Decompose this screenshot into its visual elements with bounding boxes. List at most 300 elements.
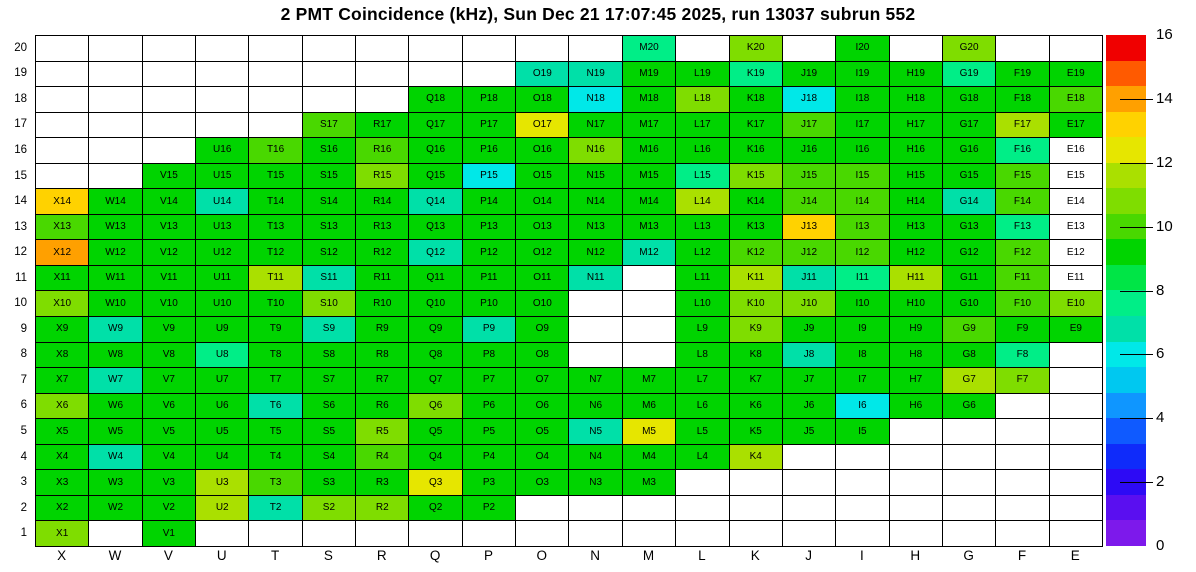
heatmap-cell: R16 — [356, 138, 409, 164]
heatmap-cell: G19 — [943, 62, 996, 88]
heatmap-cell — [36, 36, 89, 62]
heatmap-cell: H16 — [890, 138, 943, 164]
row-label: 16 — [14, 143, 27, 156]
heatmap-cell: P16 — [463, 138, 516, 164]
heatmap-cell: F14 — [996, 189, 1049, 215]
column-label: U — [216, 548, 227, 563]
heatmap-cell: X5 — [36, 419, 89, 445]
heatmap-cell: P7 — [463, 368, 516, 394]
row-label: 7 — [20, 373, 27, 386]
heatmap-cell: T12 — [249, 240, 302, 266]
heatmap-cell: I13 — [836, 215, 889, 241]
heatmap-cell: Q13 — [409, 215, 462, 241]
heatmap-cell — [836, 496, 889, 522]
heatmap-cell: E15 — [1050, 164, 1103, 190]
heatmap-cell: J18 — [783, 87, 836, 113]
heatmap-cell: U4 — [196, 445, 249, 471]
heatmap-cell: V13 — [143, 215, 196, 241]
heatmap-cell — [89, 36, 142, 62]
heatmap-cell: F9 — [996, 317, 1049, 343]
colorbar-band — [1106, 112, 1146, 138]
heatmap-cell: K10 — [730, 291, 783, 317]
heatmap-cell: M16 — [623, 138, 676, 164]
colorbar-band — [1106, 61, 1146, 87]
heatmap-cell — [89, 113, 142, 139]
heatmap-cell: Q4 — [409, 445, 462, 471]
heatmap-cell — [730, 496, 783, 522]
heatmap-cell: Q11 — [409, 266, 462, 292]
heatmap-cell: O17 — [516, 113, 569, 139]
heatmap-cell — [569, 36, 622, 62]
heatmap-cell: K13 — [730, 215, 783, 241]
heatmap-cell: S8 — [303, 343, 356, 369]
colorbar-tick-label: 10 — [1156, 217, 1173, 235]
heatmap-cell — [569, 343, 622, 369]
heatmap-cell — [783, 445, 836, 471]
column-label: R — [376, 548, 387, 563]
heatmap-cell — [836, 470, 889, 496]
colorbar-tick-label: 12 — [1156, 153, 1173, 171]
colorbar-band — [1106, 188, 1146, 214]
heatmap-cell — [1050, 496, 1103, 522]
heatmap-cell: V8 — [143, 343, 196, 369]
heatmap-cell: G12 — [943, 240, 996, 266]
heatmap-cell: S13 — [303, 215, 356, 241]
heatmap-cell: T14 — [249, 189, 302, 215]
colorbar-band — [1106, 35, 1146, 61]
heatmap-cell: H6 — [890, 394, 943, 420]
heatmap-cell: G11 — [943, 266, 996, 292]
heatmap-cell: S12 — [303, 240, 356, 266]
heatmap-cell: J10 — [783, 291, 836, 317]
heatmap-cell: O10 — [516, 291, 569, 317]
heatmap-cell: P8 — [463, 343, 516, 369]
heatmap-cell: H9 — [890, 317, 943, 343]
heatmap-cell — [303, 36, 356, 62]
heatmap-cell: V14 — [143, 189, 196, 215]
heatmap-cell — [36, 87, 89, 113]
colorbar-tick-label: 6 — [1156, 345, 1165, 363]
heatmap-cell: T15 — [249, 164, 302, 190]
heatmap-cell — [676, 36, 729, 62]
heatmap-cell — [36, 164, 89, 190]
heatmap-cell: O13 — [516, 215, 569, 241]
heatmap-cell: X10 — [36, 291, 89, 317]
heatmap-cell: I10 — [836, 291, 889, 317]
heatmap-cell: G9 — [943, 317, 996, 343]
heatmap-cell: F12 — [996, 240, 1049, 266]
heatmap-cell: R9 — [356, 317, 409, 343]
heatmap-cell: R13 — [356, 215, 409, 241]
heatmap-cell: L8 — [676, 343, 729, 369]
heatmap-cell: J5 — [783, 419, 836, 445]
heatmap-cell — [1050, 419, 1103, 445]
heatmap-cell: G16 — [943, 138, 996, 164]
heatmap-cell: J13 — [783, 215, 836, 241]
heatmap-cell — [303, 87, 356, 113]
colorbar-band — [1106, 316, 1146, 342]
column-label: L — [698, 548, 706, 563]
heatmap-cell: I16 — [836, 138, 889, 164]
heatmap-cell: R3 — [356, 470, 409, 496]
heatmap-cell — [196, 36, 249, 62]
heatmap-cell: K15 — [730, 164, 783, 190]
heatmap-cell: I9 — [836, 317, 889, 343]
heatmap-cell: G13 — [943, 215, 996, 241]
heatmap-cell — [730, 470, 783, 496]
row-label: 1 — [20, 527, 27, 540]
heatmap-cell — [996, 394, 1049, 420]
heatmap-cell — [36, 138, 89, 164]
colorbar-tick-label: 8 — [1156, 281, 1165, 299]
heatmap-cell: S2 — [303, 496, 356, 522]
heatmap-cell — [890, 419, 943, 445]
heatmap-cell — [676, 470, 729, 496]
heatmap-cell: V5 — [143, 419, 196, 445]
heatmap-cell: Q6 — [409, 394, 462, 420]
heatmap-cell: Q14 — [409, 189, 462, 215]
heatmap-cell: P18 — [463, 87, 516, 113]
row-label: 2 — [20, 501, 27, 514]
heatmap-cell: X14 — [36, 189, 89, 215]
heatmap-cell: N17 — [569, 113, 622, 139]
heatmap-cell: V3 — [143, 470, 196, 496]
heatmap-cell: G17 — [943, 113, 996, 139]
heatmap-cell: N3 — [569, 470, 622, 496]
heatmap-cell: Q16 — [409, 138, 462, 164]
heatmap-cell: R2 — [356, 496, 409, 522]
heatmap-cell: E14 — [1050, 189, 1103, 215]
column-label: W — [108, 548, 122, 563]
heatmap-cell: Q17 — [409, 113, 462, 139]
heatmap-cell: J15 — [783, 164, 836, 190]
column-label: H — [910, 548, 921, 563]
heatmap-cell: Q10 — [409, 291, 462, 317]
heatmap-cell — [836, 521, 889, 547]
heatmap-cell: M18 — [623, 87, 676, 113]
heatmap-cell — [623, 343, 676, 369]
heatmap-cell — [623, 291, 676, 317]
heatmap-cell: I11 — [836, 266, 889, 292]
heatmap-cell: I8 — [836, 343, 889, 369]
heatmap-cell: K17 — [730, 113, 783, 139]
heatmap-cell: T11 — [249, 266, 302, 292]
row-label: 6 — [20, 399, 27, 412]
colorbar-band — [1106, 163, 1146, 189]
heatmap-cell — [1050, 368, 1103, 394]
column-label: K — [750, 548, 760, 563]
heatmap-cell: O16 — [516, 138, 569, 164]
heatmap-cell: I12 — [836, 240, 889, 266]
heatmap-cell: N19 — [569, 62, 622, 88]
heatmap-cell: T10 — [249, 291, 302, 317]
heatmap-cell: P6 — [463, 394, 516, 420]
heatmap-cell: S7 — [303, 368, 356, 394]
heatmap-cell: L10 — [676, 291, 729, 317]
column-label: F — [1017, 548, 1027, 563]
heatmap-cell: P14 — [463, 189, 516, 215]
heatmap-cell: Q15 — [409, 164, 462, 190]
heatmap-cell: H14 — [890, 189, 943, 215]
heatmap-cell: M20 — [623, 36, 676, 62]
colorbar-band — [1106, 418, 1146, 444]
heatmap-cell: I19 — [836, 62, 889, 88]
heatmap-cell: G18 — [943, 87, 996, 113]
heatmap-cell — [890, 36, 943, 62]
heatmap-cell: Q2 — [409, 496, 462, 522]
heatmap-cell: R12 — [356, 240, 409, 266]
heatmap-cell: K5 — [730, 419, 783, 445]
colorbar-band — [1106, 520, 1146, 546]
heatmap-cell: I5 — [836, 419, 889, 445]
heatmap-cell — [943, 496, 996, 522]
row-label: 8 — [20, 348, 27, 361]
heatmap-cell — [783, 36, 836, 62]
heatmap-cell: Q7 — [409, 368, 462, 394]
heatmap-cell: S14 — [303, 189, 356, 215]
heatmap-cell: I18 — [836, 87, 889, 113]
colorbar-tick — [1120, 99, 1153, 100]
heatmap-cell: L16 — [676, 138, 729, 164]
heatmap-cell: F16 — [996, 138, 1049, 164]
heatmap-cell — [516, 496, 569, 522]
heatmap-cell: N6 — [569, 394, 622, 420]
heatmap-cell: J6 — [783, 394, 836, 420]
heatmap-cell: K9 — [730, 317, 783, 343]
heatmap-cell: U2 — [196, 496, 249, 522]
heatmap-cell: U9 — [196, 317, 249, 343]
heatmap-cell — [996, 419, 1049, 445]
heatmap-cell: G6 — [943, 394, 996, 420]
heatmap-cell: X12 — [36, 240, 89, 266]
row-label: 13 — [14, 220, 27, 233]
heatmap-cell: K14 — [730, 189, 783, 215]
heatmap-cell: P17 — [463, 113, 516, 139]
heatmap-cell: N16 — [569, 138, 622, 164]
heatmap-cell — [516, 36, 569, 62]
heatmap-cell — [89, 521, 142, 547]
heatmap-cell — [623, 496, 676, 522]
heatmap-cell — [356, 87, 409, 113]
heatmap-cell: F18 — [996, 87, 1049, 113]
heatmap-cell: R4 — [356, 445, 409, 471]
heatmap-cell: I14 — [836, 189, 889, 215]
heatmap-cell: L5 — [676, 419, 729, 445]
heatmap-cell — [890, 445, 943, 471]
heatmap-cell — [943, 445, 996, 471]
heatmap-cell: E10 — [1050, 291, 1103, 317]
heatmap-cell: X4 — [36, 445, 89, 471]
heatmap-cell: J11 — [783, 266, 836, 292]
colorbar-tick-label: 2 — [1156, 473, 1165, 491]
heatmap-cell: J7 — [783, 368, 836, 394]
heatmap-cell: S15 — [303, 164, 356, 190]
heatmap-cell: F17 — [996, 113, 1049, 139]
heatmap-cell — [1050, 521, 1103, 547]
heatmap-cell: E18 — [1050, 87, 1103, 113]
heatmap-cell: U6 — [196, 394, 249, 420]
heatmap-cell — [249, 87, 302, 113]
heatmap-cell: H15 — [890, 164, 943, 190]
x-axis-column-labels — [35, 546, 1102, 566]
heatmap-cell: X6 — [36, 394, 89, 420]
heatmap-cell: U15 — [196, 164, 249, 190]
heatmap-cell: L18 — [676, 87, 729, 113]
heatmap-cell: N5 — [569, 419, 622, 445]
heatmap-cell: O7 — [516, 368, 569, 394]
heatmap-cell: E17 — [1050, 113, 1103, 139]
heatmap-cell: F11 — [996, 266, 1049, 292]
heatmap-cell: S17 — [303, 113, 356, 139]
colorbar-band — [1106, 393, 1146, 419]
heatmap-cell: W14 — [89, 189, 142, 215]
column-label: Q — [429, 548, 441, 563]
colorbar-tick-label: 16 — [1156, 26, 1173, 43]
heatmap-cell: T9 — [249, 317, 302, 343]
heatmap-cell: L4 — [676, 445, 729, 471]
colorbar-band — [1106, 265, 1146, 291]
row-label: 14 — [14, 195, 27, 208]
heatmap-cell: H17 — [890, 113, 943, 139]
heatmap-cell: I17 — [836, 113, 889, 139]
heatmap-cell — [143, 36, 196, 62]
heatmap-cell: G8 — [943, 343, 996, 369]
heatmap-cell — [356, 36, 409, 62]
heatmap-cell — [996, 470, 1049, 496]
heatmap-cell: P9 — [463, 317, 516, 343]
heatmap-cell: K20 — [730, 36, 783, 62]
heatmap-cell: S4 — [303, 445, 356, 471]
chart-title: 2 PMT Coincidence (kHz), Sun Dec 21 17:07:45 2025, run 13037 subrun 552 — [280, 4, 916, 24]
heatmap-cell: U10 — [196, 291, 249, 317]
heatmap-cell — [1050, 445, 1103, 471]
heatmap-cell: Q3 — [409, 470, 462, 496]
heatmap-cell: L9 — [676, 317, 729, 343]
heatmap-cell: F13 — [996, 215, 1049, 241]
colorbar-band — [1106, 444, 1146, 470]
heatmap-cell: U16 — [196, 138, 249, 164]
heatmap-cell: W12 — [89, 240, 142, 266]
heatmap-cell — [890, 496, 943, 522]
heatmap-cell — [303, 62, 356, 88]
colorbar-band — [1106, 239, 1146, 265]
heatmap-cell — [303, 521, 356, 547]
heatmap-cell: M4 — [623, 445, 676, 471]
heatmap-cell — [409, 36, 462, 62]
heatmap-cell: L15 — [676, 164, 729, 190]
heatmap-cell — [196, 113, 249, 139]
heatmap-cell — [36, 113, 89, 139]
heatmap-cell: J14 — [783, 189, 836, 215]
heatmap-cell: M7 — [623, 368, 676, 394]
heatmap-cell — [890, 521, 943, 547]
heatmap-cell: O9 — [516, 317, 569, 343]
heatmap-cell: T7 — [249, 368, 302, 394]
heatmap-cell — [463, 62, 516, 88]
heatmap-cell: G15 — [943, 164, 996, 190]
heatmap-cell: E16 — [1050, 138, 1103, 164]
heatmap-cell: Q18 — [409, 87, 462, 113]
heatmap-cell: H19 — [890, 62, 943, 88]
heatmap-cell: K12 — [730, 240, 783, 266]
heatmap-cell: X2 — [36, 496, 89, 522]
heatmap-cell: M15 — [623, 164, 676, 190]
heatmap-cell: M17 — [623, 113, 676, 139]
heatmap-cell — [623, 266, 676, 292]
heatmap-cell: O6 — [516, 394, 569, 420]
heatmap-cell — [569, 291, 622, 317]
column-label: M — [642, 548, 655, 563]
heatmap-cell: E12 — [1050, 240, 1103, 266]
heatmap-cell: P15 — [463, 164, 516, 190]
heatmap-cell — [196, 521, 249, 547]
heatmap-cell: R11 — [356, 266, 409, 292]
heatmap-cell: W4 — [89, 445, 142, 471]
heatmap-cell: H8 — [890, 343, 943, 369]
heatmap-cell: L12 — [676, 240, 729, 266]
column-label: X — [57, 548, 67, 563]
heatmap-cell: T2 — [249, 496, 302, 522]
heatmap-cell — [36, 62, 89, 88]
colorbar-tick — [1120, 227, 1153, 228]
heatmap-cell — [943, 470, 996, 496]
heatmap-cell: F8 — [996, 343, 1049, 369]
heatmap-cell: N4 — [569, 445, 622, 471]
heatmap-cell: G7 — [943, 368, 996, 394]
heatmap-cell: K8 — [730, 343, 783, 369]
heatmap-cell: T8 — [249, 343, 302, 369]
heatmap-cell: E13 — [1050, 215, 1103, 241]
row-label: 19 — [14, 67, 27, 80]
heatmap-cell: W11 — [89, 266, 142, 292]
heatmap-cell — [249, 113, 302, 139]
colorbar-band — [1106, 495, 1146, 521]
colorbar-tick — [1120, 163, 1153, 164]
heatmap-cell — [943, 419, 996, 445]
heatmap-cell: N13 — [569, 215, 622, 241]
heatmap-cell: G14 — [943, 189, 996, 215]
heatmap-cell: V7 — [143, 368, 196, 394]
heatmap-cell: L11 — [676, 266, 729, 292]
heatmap-cell: T6 — [249, 394, 302, 420]
row-label: 3 — [20, 476, 27, 489]
heatmap-cell: H13 — [890, 215, 943, 241]
heatmap-cell — [196, 62, 249, 88]
heatmap-cell: N12 — [569, 240, 622, 266]
heatmap-cell — [89, 62, 142, 88]
heatmap-cell: O15 — [516, 164, 569, 190]
heatmap-cell: G20 — [943, 36, 996, 62]
heatmap-cell: U13 — [196, 215, 249, 241]
heatmap-cell — [89, 87, 142, 113]
heatmap-cell: O14 — [516, 189, 569, 215]
heatmap-cell: T13 — [249, 215, 302, 241]
heatmap-cell: P10 — [463, 291, 516, 317]
heatmap-cell: J19 — [783, 62, 836, 88]
heatmap-cell — [143, 87, 196, 113]
heatmap-cell — [676, 521, 729, 547]
heatmap-cell: W8 — [89, 343, 142, 369]
heatmap-cell: F19 — [996, 62, 1049, 88]
heatmap-cell — [730, 521, 783, 547]
heatmap-cell: Q12 — [409, 240, 462, 266]
heatmap-cell: V11 — [143, 266, 196, 292]
heatmap-cell — [409, 521, 462, 547]
heatmap-cell: M14 — [623, 189, 676, 215]
heatmap-cell: I15 — [836, 164, 889, 190]
heatmap-cell: T3 — [249, 470, 302, 496]
colorbar-tick-label: 0 — [1156, 537, 1165, 554]
